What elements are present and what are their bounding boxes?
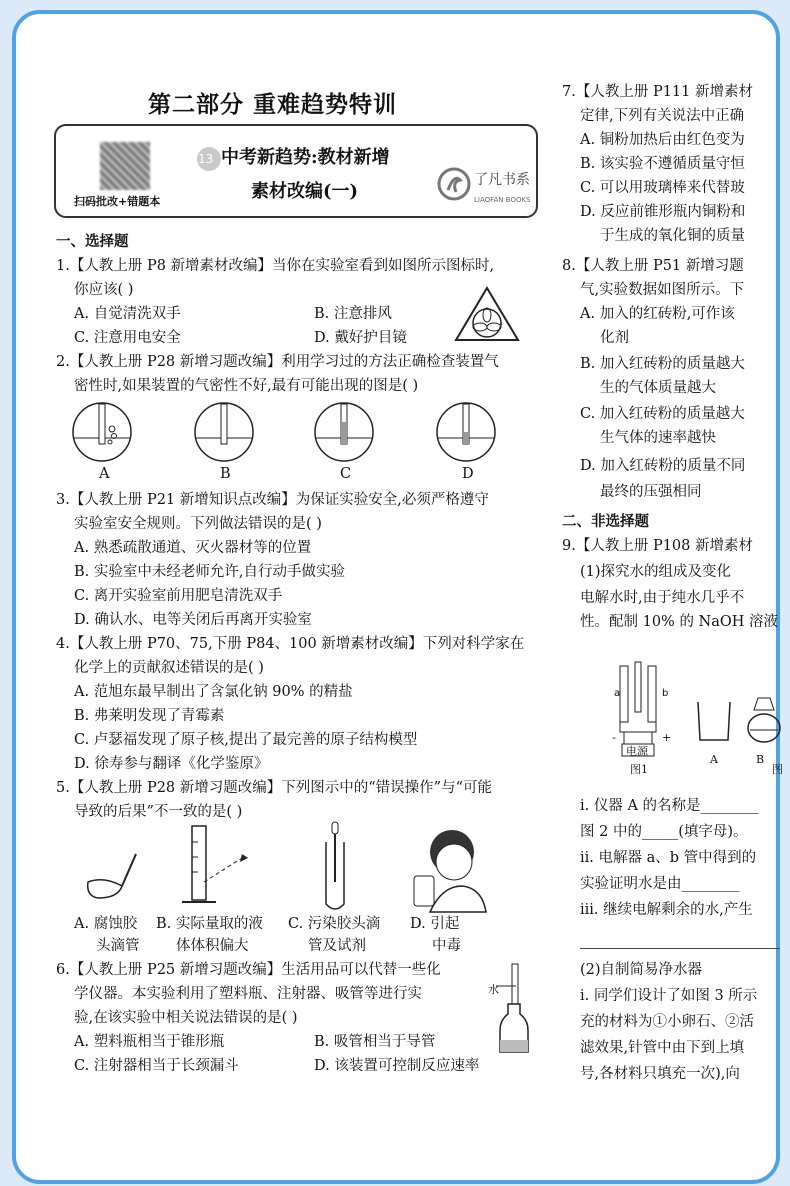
q8-option-b-line1[interactable]: B. 加入红砖粉的质量越大 [580,356,745,372]
q3-stem-line2: 实验室安全规则。下列做法错误的是( ) [74,516,322,532]
q5-option-c-line1[interactable]: C. 污染胶头滴 [288,916,381,932]
q6-option-a[interactable]: A. 塑料瓶相当于锥形瓶 [74,1034,225,1050]
q7-option-b[interactable]: B. 该实验不遵循质量守恒 [580,156,745,172]
q8-option-c-line2: 生气体的速率越快 [600,430,716,446]
q9-stem-line1: 9.【人教上册 P108 新增素材 [562,538,753,554]
q2-label-d: D [462,466,474,482]
brand-logo-icon [438,168,470,200]
plastic-bottle-apparatus-figure [486,960,532,1056]
worksheet-page [16,14,783,1180]
brand-name: 了凡书系 [474,172,530,188]
q1-stem-line2: 你应该( ) [74,282,134,298]
q2-figure-b[interactable] [194,402,258,464]
q2-label-b: B [220,466,231,482]
q2-figure-a[interactable] [72,402,136,464]
dropper-hand-figure [78,852,148,902]
q9-question-iii[interactable]: iii. 继续电解剩余的水,产生 [580,902,753,918]
right-column [558,14,783,1180]
q5-option-b-line2: 体体积偏大 [176,938,249,954]
q9-question-i-line2[interactable]: 图 2 中的_____(填字母)。 [580,824,748,840]
q7-stem-line2: 定律,下列有关说法中正确 [580,108,745,124]
q6-water-label: 水 [488,983,499,996]
section-heading-choice: 一、选择题 [56,233,129,250]
q5-option-b-line1[interactable]: B. 实际量取的液 [156,916,263,932]
figure2-label-a: A [710,753,718,766]
q8-option-c-line1[interactable]: C. 加入红砖粉的质量越大 [580,406,745,422]
q6-stem-line1: 6.【人教上册 P25 新增习题改编】生活用品可以代替一些化 [56,962,441,978]
electrolyzer-label-a: a [614,688,621,699]
q7-stem-line1: 7.【人教上册 P111 新增素材 [562,84,753,100]
q1-option-b[interactable]: B. 注意排风 [314,306,392,322]
topic-heading-line1: 中考新趋势:教材新增 [221,147,390,168]
q9-sub2-line3: 滤效果,针管中由下到上填 [580,1040,745,1056]
topic-number: 13 [198,152,214,166]
q5-stem-line2: 导致的后果”不一致的是( ) [74,804,243,820]
q2-label-c: C [340,466,352,482]
q3-stem-line1: 3.【人教上册 P21 新增知识点改编】为保证实验安全,必须严格遵守 [56,492,489,508]
q2-label-a: A [99,466,110,482]
q9-sub2-heading: (2)自制简易净水器 [580,962,703,978]
q9-question-ii: ii. 电解器 a、b 管中得到的 [580,850,757,866]
q6-stem-line2: 学仪器。本实验利用了塑料瓶、注射器、吸管等进行实 [74,986,422,1002]
graduated-cylinder-figure [182,822,252,912]
q1-option-d[interactable]: D. 戴好护目镜 [314,330,407,346]
q7-option-a[interactable]: A. 铜粉加热后由红色变为 [580,132,745,148]
page-title: 第二部分 重难趋势特训 [148,91,398,118]
q4-option-d[interactable]: D. 徐寿参与翻译《化学鉴原》 [74,756,269,772]
q9-question-i[interactable]: i. 仪器 A 的名称是________ [580,798,759,814]
beaker-figure [694,700,734,744]
q4-stem-line2: 化学上的贡献叙述错误的是( ) [74,660,264,676]
q6-option-b[interactable]: B. 吸管相当于导管 [314,1034,436,1050]
q6-stem-line3: 验,在该实验中相关说法错误的是( ) [74,1010,298,1026]
q2-stem-line2: 密性时,如果装置的气密性不好,最有可能出现的图是( ) [74,378,419,394]
brand-name-en: LIAOFAN BOOKS [474,196,531,204]
q3-option-d[interactable]: D. 确认水、电等关闭后再离开实验室 [74,612,312,628]
q4-option-a[interactable]: A. 范旭东最早制出了含氯化钠 90% 的精盐 [74,684,353,700]
q4-option-b[interactable]: B. 弗莱明发现了青霉素 [74,708,225,724]
q2-stem-line1: 2.【人教上册 P28 新增习题改编】利用学习过的方法正确检查装置气 [56,354,499,370]
q8-option-d-line2: 最终的压强相同 [600,484,702,500]
q1-option-a[interactable]: A. 自觉清洗双手 [74,306,181,322]
q5-option-c-line2: 管及试剂 [308,938,366,954]
ventilation-fan-icon [454,286,520,342]
q9-sub2-line4: 号,各材料只填充一次),向 [580,1066,740,1082]
page-frame [12,10,783,1184]
q5-stem-line1: 5.【人教上册 P28 新增习题改编】下列图示中的“错误操作”与“可能 [56,780,492,796]
qr-caption: 扫码批改+错题本 [74,195,161,208]
q3-option-a[interactable]: A. 熟悉疏散通道、灭火器材等的位置 [74,540,312,556]
qr-code[interactable] [100,142,150,190]
q9-text-line3: 性。配制 10% 的 NaOH 溶液 [580,614,779,630]
q6-option-c[interactable]: C. 注射器相当于长颈漏斗 [74,1058,239,1074]
topic-heading-line2: 素材改编(一) [251,181,359,202]
electrolyzer-label-b: b [662,688,669,699]
alcohol-lamp-figure [744,692,784,746]
q2-figure-d[interactable] [436,402,500,464]
q8-stem-line1: 8.【人教上册 P51 新增习题 [562,258,744,274]
q3-option-b[interactable]: B. 实验室中未经老师允许,自行动手做实验 [74,564,345,580]
q9-sub2-line1: i. 同学们设计了如图 3 所示 [580,988,758,1004]
q8-option-d-line1[interactable]: D. 加入红砖粉的质量不同 [580,458,746,474]
q8-option-a-line1[interactable]: A. 加入的红砖粉,可作该 [580,306,735,322]
q2-figure-c[interactable] [314,402,378,464]
q5-option-d-line1[interactable]: D. 引起 [410,916,460,932]
q8-option-a-line2: 化剂 [600,330,629,346]
q1-option-c[interactable]: C. 注意用电安全 [74,330,181,346]
power-source-label: 电源 [626,745,648,758]
figure1-caption: 图1 [630,763,648,776]
q6-option-d[interactable]: D. 该装置可控制反应速率 [314,1058,480,1074]
test-tube-dropper-figure [316,822,356,914]
figure2-caption: 图 [772,763,783,776]
q4-option-c[interactable]: C. 卢瑟福发现了原子核,提出了最完善的原子结构模型 [74,732,418,748]
q3-option-c[interactable]: C. 离开实验室前用肥皂清洗双手 [74,588,283,604]
q7-option-c[interactable]: C. 可以用玻璃棒来代替玻 [580,180,745,196]
q8-option-b-line2: 生的气体质量越大 [600,380,716,396]
q8-stem-line2: 气,实验数据如图所示。下 [580,282,745,298]
section-heading-nonchoice: 二、非选择题 [562,513,649,530]
electrolyzer-plus: + [662,731,672,744]
q9-question-ii-line2[interactable]: 实验证明水是由________ [580,876,740,892]
smelling-gas-figure [402,822,492,914]
figure2-label-b: B [756,753,765,766]
electrolyzer-minus: - [612,731,616,744]
q7-option-d-line1[interactable]: D. 反应前锥形瓶内铜粉和 [580,204,746,220]
q5-option-a-line2: 头滴管 [96,938,140,954]
q4-stem-line1: 4.【人教上册 P70、75,下册 P84、100 新增素材改编】下列对科学家在 [56,636,525,652]
q9-text-line2: 电解水时,由于纯水几乎不 [580,590,745,606]
q7-option-d-line2: 于生成的氧化铜的质量 [600,228,745,244]
q9-sub2-line2: 充的材料为①小卵石、②活 [580,1014,754,1030]
topic-banner [54,124,538,218]
divider [580,948,780,949]
q9-sub1-heading: (1)探究水的组成及变化 [580,564,732,580]
q1-stem-line1: 1.【人教上册 P8 新增素材改编】当你在实验室看到如图所示图标时, [56,258,495,274]
q5-option-d-line2: 中毒 [432,938,461,954]
q5-option-a-line1[interactable]: A. 腐蚀胶 [74,916,138,932]
